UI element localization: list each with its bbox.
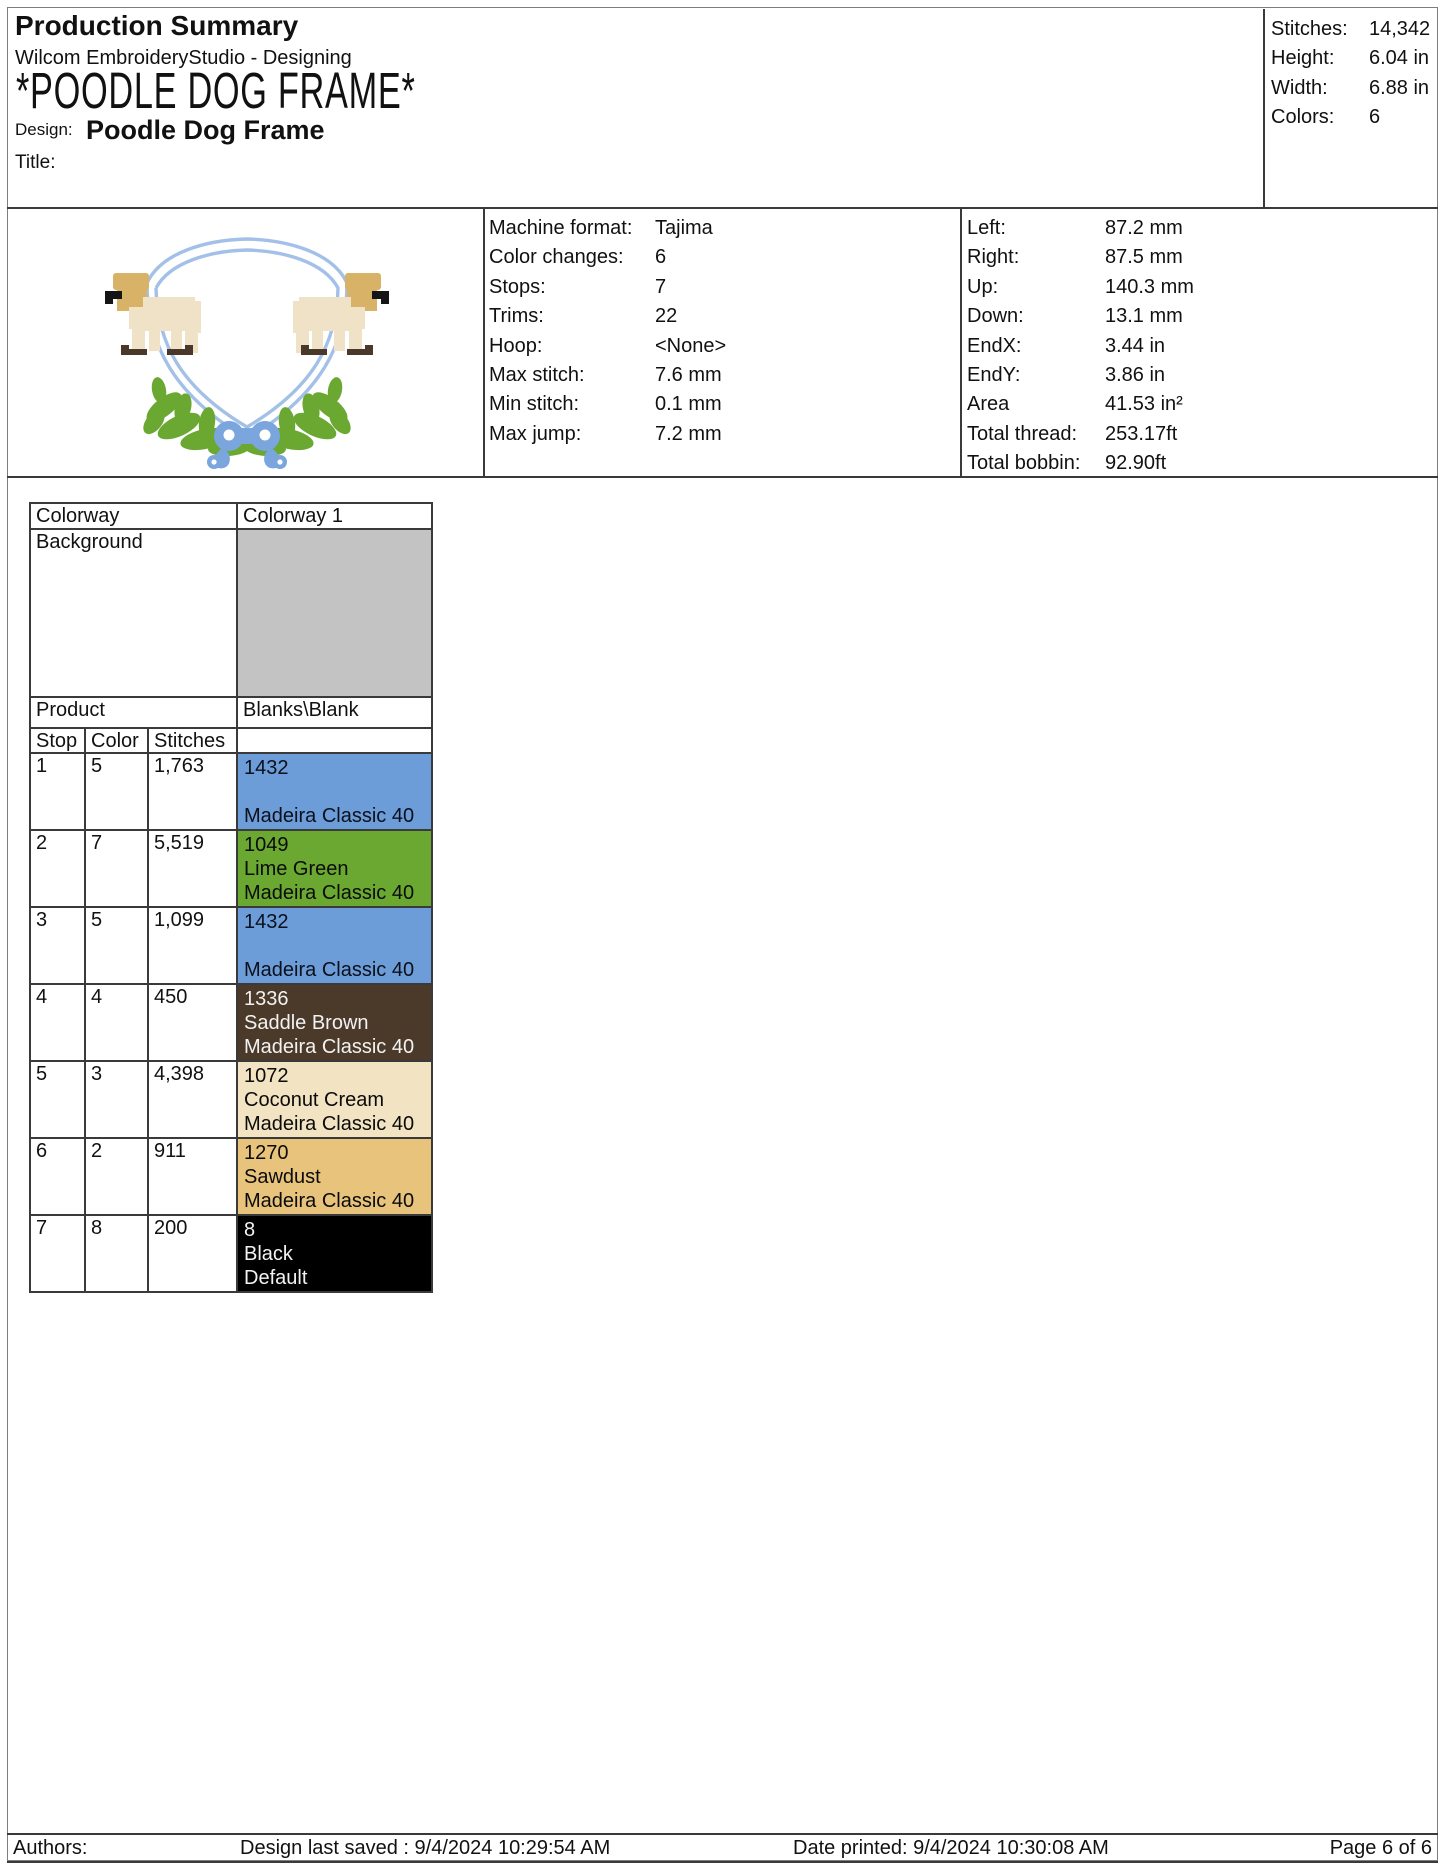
stitch-count: 911	[154, 1140, 186, 1162]
thread-name	[244, 780, 425, 804]
authors-label: Authors:	[13, 1837, 88, 1859]
stop-number: 4	[31, 985, 86, 1060]
info-value: 7.2 mm	[655, 422, 722, 445]
thread-swatch	[238, 1216, 431, 1291]
thread-brand: Default	[244, 1267, 308, 1289]
colorway-header-label: Colorway	[31, 504, 238, 528]
stop-row-6	[31, 1137, 431, 1214]
thread-brand: Madeira Classic 40	[244, 1113, 415, 1135]
product-label: Product	[31, 698, 238, 727]
col-header-stop: Stop	[31, 729, 86, 752]
stats-box	[1263, 9, 1436, 207]
machine-info	[489, 214, 929, 449]
info-label: Hoop:	[489, 334, 543, 357]
needle-number: 4	[86, 985, 149, 1060]
info-label: Trims:	[489, 305, 544, 328]
stat-row	[1265, 74, 1436, 103]
design-preview-image	[9, 211, 481, 474]
background-swatch	[238, 530, 431, 696]
info-value: 0.1 mm	[655, 393, 722, 416]
midband-vline-1	[483, 209, 485, 476]
stat-label: Colors:	[1271, 106, 1335, 129]
info-label: Min stitch:	[489, 393, 580, 416]
stat-row	[1265, 44, 1436, 73]
needle-number: 7	[86, 831, 149, 906]
thread-code: 1049	[244, 834, 289, 856]
thread-name: Black	[244, 1243, 293, 1265]
thread-swatch	[238, 1139, 431, 1214]
stat-row	[1265, 103, 1436, 132]
machine-design-name: *POODLE DOG FRAME*	[16, 63, 416, 120]
info-label: Max stitch:	[489, 364, 585, 387]
product-row	[31, 696, 431, 727]
stop-number: 1	[31, 754, 86, 829]
info-value: 87.2 mm	[1105, 217, 1183, 239]
thread-code: 8	[244, 1219, 256, 1241]
thread-brand: Madeira Classic 40	[244, 1190, 415, 1212]
info-label: Down:	[967, 305, 1024, 328]
stop-columns-header-row	[31, 727, 431, 752]
colorway-header-value: Colorway 1	[243, 505, 344, 527]
thread-name: Sawdust	[244, 1166, 321, 1188]
title-label: Title:	[15, 152, 56, 173]
stop-number: 6	[31, 1139, 86, 1214]
thread-code: 1270	[244, 1142, 289, 1164]
info-label: Stops:	[489, 275, 546, 298]
stitch-count: 1,099	[154, 909, 205, 931]
thread-brand: Madeira Classic 40	[244, 959, 415, 981]
info-label: Up:	[967, 275, 999, 298]
stat-value: 14,342	[1369, 18, 1431, 40]
needle-number: 5	[86, 908, 149, 983]
thread-code: 1336	[244, 988, 289, 1010]
info-value: 140.3 mm	[1105, 275, 1194, 298]
stop-row-3	[31, 906, 431, 983]
design-name: Poodle Dog Frame	[86, 115, 325, 145]
col-header-color: Color	[86, 729, 149, 752]
thread-code: 1432	[244, 911, 289, 933]
extents-info	[967, 214, 1407, 479]
stop-number: 2	[31, 831, 86, 906]
stop-row-1	[31, 752, 431, 829]
info-value: 22	[655, 305, 678, 328]
stitch-count: 450	[154, 986, 188, 1008]
info-label: Total bobbin:	[967, 452, 1081, 475]
stop-number: 3	[31, 908, 86, 983]
info-value: 3.86 in	[1105, 364, 1166, 387]
design-label: Design:	[15, 120, 73, 139]
app-name: Wilcom EmbroideryStudio - Designing	[15, 47, 352, 69]
thread-swatch	[238, 908, 431, 983]
thread-code: 1432	[244, 757, 289, 779]
stat-row	[1265, 15, 1436, 44]
thread-brand: Madeira Classic 40	[244, 882, 415, 904]
date-printed: Date printed: 9/4/2024 10:30:08 AM	[793, 1837, 1109, 1859]
info-value: 92.90ft	[1105, 452, 1167, 475]
info-label: Total thread:	[967, 422, 1078, 445]
thread-swatch	[238, 754, 431, 829]
needle-number: 3	[86, 1062, 149, 1137]
thread-swatch	[238, 831, 431, 906]
midband-vline-2	[960, 209, 962, 476]
design-last-saved: Design last saved : 9/4/2024 10:29:54 AM	[240, 1837, 611, 1859]
page-number: Page 6 of 6	[1329, 1837, 1432, 1859]
product-value: Blanks\Blank	[243, 699, 359, 721]
footer-bar	[7, 1833, 1438, 1863]
info-label: Machine format:	[489, 217, 633, 239]
stop-row-4	[31, 983, 431, 1060]
header-divider	[7, 207, 1438, 209]
info-label: Area	[967, 393, 1010, 416]
thread-name: Lime Green	[244, 858, 349, 880]
stat-value: 6.88 in	[1369, 76, 1430, 99]
stop-row-5	[31, 1060, 431, 1137]
needle-number: 2	[86, 1139, 149, 1214]
thread-swatch	[238, 1062, 431, 1137]
stitch-count: 200	[154, 1217, 188, 1239]
info-value: <None>	[655, 334, 727, 357]
page-title: Production Summary	[15, 10, 299, 41]
info-label: EndX:	[967, 334, 1022, 357]
background-row	[31, 528, 431, 696]
background-label: Background	[31, 530, 238, 696]
info-value: 253.17ft	[1105, 422, 1178, 445]
info-label: EndY:	[967, 364, 1021, 387]
thread-brand: Madeira Classic 40	[244, 1036, 415, 1058]
needle-number: 5	[86, 754, 149, 829]
laurel-leaves	[139, 376, 355, 457]
info-label: Max jump:	[489, 422, 582, 445]
info-label: Right:	[967, 246, 1020, 269]
col-header-stitches: Stitches	[154, 730, 226, 752]
stitch-count: 5,519	[154, 832, 205, 854]
stat-label: Height:	[1271, 47, 1335, 70]
needle-number: 8	[86, 1216, 149, 1291]
info-value: 7.6 mm	[655, 364, 722, 387]
colorway-header-row	[31, 504, 431, 528]
stat-label: Width:	[1271, 76, 1328, 99]
info-value: 41.53 in²	[1105, 393, 1183, 416]
stat-value: 6	[1369, 106, 1381, 129]
info-value: 7	[655, 275, 667, 298]
thread-name	[244, 934, 425, 958]
thread-name: Coconut Cream	[244, 1089, 385, 1111]
stop-row-2	[31, 829, 431, 906]
stop-number: 7	[31, 1216, 86, 1291]
stitch-count: 4,398	[154, 1063, 205, 1085]
info-value: Tajima	[655, 217, 713, 239]
stitch-count: 1,763	[154, 755, 205, 777]
colorway-table	[29, 502, 433, 1293]
thread-swatch	[238, 985, 431, 1060]
col-header-thread	[238, 729, 431, 752]
info-value: 6	[655, 246, 667, 269]
thread-code: 1072	[244, 1065, 289, 1087]
thread-name: Saddle Brown	[244, 1012, 369, 1034]
info-label: Color changes:	[489, 246, 624, 269]
info-label: Left:	[967, 217, 1006, 239]
stop-number: 5	[31, 1062, 86, 1137]
info-value: 13.1 mm	[1105, 305, 1183, 328]
thread-brand: Madeira Classic 40	[244, 805, 415, 827]
stat-value: 6.04 in	[1369, 47, 1430, 70]
info-value: 3.44 in	[1105, 334, 1166, 357]
stat-label: Stitches:	[1271, 18, 1348, 40]
info-value: 87.5 mm	[1105, 246, 1183, 269]
stop-row-7	[31, 1214, 431, 1291]
